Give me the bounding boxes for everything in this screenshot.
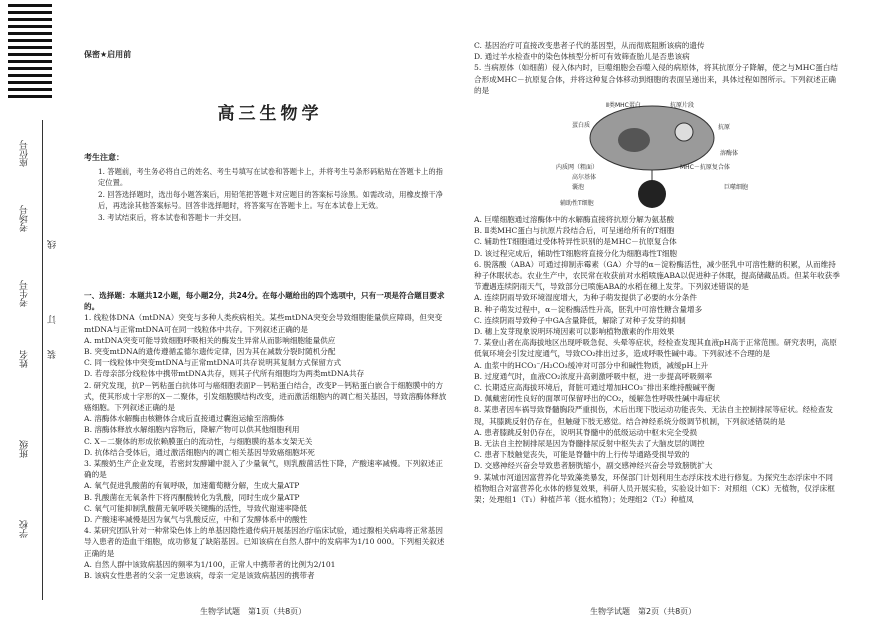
label-complex: MHC－抗原复合体: [680, 164, 730, 172]
strip-bar: [8, 18, 52, 21]
question-line: B. 该病女性患者的父亲一定患该病，母亲一定是该致病基因的携带者: [84, 571, 315, 581]
binding-mark-order: 订: [48, 315, 58, 324]
strip-bar: [8, 39, 52, 42]
candidate-no-label: 考生号: [20, 280, 30, 307]
question-line: A. 溶酶体水解酶由核糖体合成后直接通过囊泡运输至溶酶体: [84, 414, 285, 424]
question-line: B. 种子萌发过程中，α－淀粉酶活性升高，胚乳中可溶性糖含量增多: [474, 304, 703, 314]
label-protein: 蛋白质: [572, 122, 591, 130]
label-helper-t: 辅助性T细胞: [560, 200, 594, 208]
strip-bar: [8, 95, 52, 98]
question-line: B. 乳酸菌在无氧条件下将丙酮酸转化为乳酸，同时生成少量ATP: [84, 492, 300, 502]
notice-item: 1. 答题前，考生务必将自己的姓名、考生号填写在试卷和答题卡上，并将考生号条形码粘贴在答题卡上的指定位置。: [98, 167, 443, 188]
strip-bar: [8, 81, 52, 84]
label-golgi: 高尔基体: [572, 174, 597, 182]
strip-bar: [8, 60, 52, 63]
question-line: C. 基因治疗可直接改变患者子代的基因型，从而彻底阻断该病的遗传: [474, 41, 705, 50]
strip-bar: [8, 25, 52, 28]
question-line: D. 穗上发芽现象说明环境因素可以影响植物激素的作用效果: [474, 327, 675, 337]
bacterium-icon: [675, 123, 693, 141]
seat-label: 座位号: [20, 140, 30, 167]
question-line: D. 交感神经兴奋会导致患者膀胱缩小，副交感神经兴奋会导致膀胱扩大: [474, 461, 713, 471]
class-label: 班级: [20, 440, 30, 458]
room-label: 考场号: [20, 205, 30, 232]
strip-bar: [8, 67, 52, 70]
label-er: 内质网（粗面）: [556, 164, 599, 172]
strip-bar: [8, 32, 52, 35]
helper-t-cell: [638, 180, 666, 208]
label-antigen: 抗原: [718, 124, 731, 132]
macrophage-cell: [590, 106, 714, 170]
binding-mark-line: 线: [48, 240, 58, 249]
binding-line: [42, 120, 43, 600]
name-label: 姓名: [20, 350, 30, 368]
question-line: A. 氧气促进乳酸菌的有氧呼吸，加速葡萄糖分解，生成大量ATP: [84, 481, 300, 491]
question-line: B. 无法自主控制排尿是因为脊髓排尿反射中枢失去了大脑皮层的调控: [474, 439, 705, 449]
question-line: A. mtDNA突变可能导致细胞呼吸相关的酶发生异常从而影响细胞能量供应: [84, 335, 336, 345]
notice-heading: 考生注意：: [84, 153, 124, 162]
label-lysosome: 溶酶体: [720, 150, 739, 158]
question-line: A. 自然人群中该致病基因的频率为1/100，正常人中携带者的比例为2/101: [84, 559, 336, 569]
question-line: B. 突变mtDNA的遗传遵循孟德尔遗传定律，因为其在减数分裂时随机分配: [84, 347, 336, 357]
macrophage-diagram: [474, 98, 840, 212]
question-line: A. 巨噬细胞通过溶酶体中的水解酶直接将抗原分解为氨基酸: [474, 215, 675, 225]
question-line: 3. 某酸奶生产企业发现，若密封发酵罐中混入了少量氧气，则乳酸菌活性下降，产酸速率减慢。下列叙述正确的是: [84, 459, 443, 480]
nucleus: [618, 128, 650, 152]
question-line: 6. 脱落酸（ABA）可通过抑制赤霉素（GA）介导的α－淀粉酶活性，减少胚乳中可溶性糖的积累，从而维持种子休眠状态。农业生产中，农民常在收获前对水稻喷施ABA以促进种子休眠，提高储藏品质。但某年收获季节遭遇连续阴雨天气，导致部分已喷施ABA的水稻在穗上发芽。下列叙述错误的是: [474, 259, 840, 292]
question-line: B. 过度通气时，血液CO₂浓度升高刺激呼吸中枢，进一步提高呼吸频率: [474, 371, 713, 381]
footer-right: 生物学试题 第2页（共8页）: [590, 607, 697, 616]
label-antigen-fragment: 抗原片段: [670, 102, 695, 110]
question-line: B. 溶酶体释放水解细胞内容物后，降解产物可以供其他细胞利用: [84, 425, 300, 435]
question-line: C. 氧气可能抑制乳酸菌无氧呼吸关键酶的活性，导致代谢速率降低: [84, 503, 307, 513]
strip-bar: [8, 88, 52, 91]
question-line: B. Ⅱ类MHC蛋白与抗原片段结合后，可呈递给所有的T细胞: [474, 226, 675, 236]
section-heading: 一、选择题：本题共12小题，每小题2分，共24分。在每小题给出的四个选项中，只有一项是符合题目要求的。: [84, 291, 445, 312]
question-line: A. 连续阴雨导致环境湿度增大，为种子萌发提供了必要的水分条件: [474, 293, 697, 303]
left-column: [84, 290, 450, 581]
question-line: C. 长期适应高海拔环境后，肾脏可通过增加HCO₃⁻排出来维持酸碱平衡: [474, 383, 716, 393]
question-line: D. 若母亲部分线粒体中携带mtDNA共存，则其子代所有细胞均为两类mtDNA共存: [84, 369, 365, 379]
page-title: 高三生物学: [217, 104, 323, 124]
strip-bar: [8, 4, 52, 7]
binding-mark-bind: 装: [48, 350, 58, 359]
question-line: 4. 某研究团队针对一种常染色体上的单基因隐性遗传病开展基因治疗临床试验，通过腺相关病毒将正常基因导入患者的造血干细胞，成功修复了缺陷基因。已知该病在自然人群中的发病率为1/10 000。下列相关叙述正确的是: [84, 526, 445, 558]
question-line: A. 患者膝跳反射仍存在，说明其脊髓中的低级运动中枢未完全受损: [474, 427, 697, 437]
strip-bar: [8, 74, 52, 77]
question-line: C. 连续阴雨导致种子中GA含量降低，解除了对种子发芽的抑制: [474, 315, 686, 325]
label-vesicle: 囊泡: [572, 184, 585, 192]
question-line: 1. 线粒体DNA（mtDNA）突变与多种人类疾病相关。某些mtDNA突变会导致细胞能量供应障碍，但突变mtDNA与正常mtDNA可在同一线粒体中共存。下列叙述正确的是: [84, 313, 443, 334]
strip-bar: [8, 53, 52, 56]
label-mhc2: Ⅱ类MHC蛋白: [606, 102, 641, 110]
question-line: D. 通过羊水检查中的染色体核型分析可有效筛查胎儿是否患该病: [474, 52, 690, 62]
question-line: D. 抗体结合受体后，通过激活细胞内的凋亡相关基因导致癌细胞坏死: [84, 447, 315, 457]
secret-mark: 保密★启用前: [84, 50, 132, 59]
question-line: D. 该过程完成后，辅助性T细胞将直接分化为细胞毒性T细胞: [474, 248, 678, 258]
label-macrophage: 巨噬细胞: [724, 184, 749, 192]
question-line: D. 佩戴密闭性良好的面罩可保留呼出的CO₂，缓解急性呼吸性碱中毒症状: [474, 394, 720, 404]
notice-list: [98, 166, 443, 223]
question-line: 7. 某登山者在高海拔地区出现呼吸急促、头晕等症状，经检查发现其血液pH高于正常范围。研究表明，高原低氧环境会引发过度通气，导致CO₂排出过多，造成呼吸性碱中毒。下列叙述不合理的是: [474, 338, 837, 359]
right-column: [474, 40, 840, 505]
strip-bar: [8, 11, 52, 14]
question-line: 2. 研究发现，抗P－钙粘蛋白抗体可与癌细胞表面P－钙粘蛋白结合，改变P－钙粘蛋白嵌合于细胞膜中的方式，使其形成十字形的X－二聚体，引发细胞膜结构改变，进而激活细胞内的凋亡相关基因，导致溶酶体释放癌细胞。下列叙述正确的是: [84, 380, 447, 413]
question-line: C. 辅助性T细胞通过受体特异性识别的是MHC－抗原复合体: [474, 237, 677, 247]
strip-bar: [8, 46, 52, 49]
footer-left: 生物学试题 第1页（共8页）: [200, 607, 307, 616]
notice-item: 3. 考试结束后，将本试卷和答题卡一并交回。: [98, 212, 246, 222]
question-line: C. 患者下肢触觉丧失，可能是脊髓中的上行传导通路受损导致的: [474, 450, 690, 460]
binding-strip: [0, 0, 62, 630]
school-label: 学校: [20, 520, 30, 538]
question-line: A. 血浆中的HCO₃⁻/H₂CO₃缓冲对可部分中和碱性物质，减缓pH上升: [474, 360, 709, 370]
question-line: 9. 某城市河道因富营养化导致藻类暴发，环保部门计划利用生态浮床技术进行修复。为探究生态浮床中不同植物组合对富营养化水体的修复效果，科研人员开展实验，实验设计如下：对照组（CK）无植物，仅浮床框架；处理组1（T₁）种植芦苇（挺水植物）；处理组2（T₂）种植凤: [474, 472, 835, 505]
question-line: 5. 当病原体（如细菌）侵入体内时，巨噬细胞会吞噬入侵的病原体，将其抗原分子降解，使之与MHC蛋白结合形成MHC－抗原复合体，并将这种复合体移动到细胞的表面呈递出来，具体过程如图所示。下列叙述正确的是: [474, 63, 838, 95]
question-line: 8. 某患者因车祸导致脊髓胸段严重损伤，术后出现下肢运动功能丧失、无法自主控制排尿等症状。经检查发现，其膝跳反射仍存在，但触碰下肢无感觉。结合神经系统分级调节机制，下列叙述错误的是: [474, 405, 833, 426]
question-line: C. 同一线粒体中突变mtDNA与正常mtDNA可共存说明其复制方式保留方式: [84, 358, 342, 368]
macrophage-figure: [474, 98, 840, 212]
notice-item: 2. 回答选择题时，选出每小题答案后，用铅笔把答题卡对应题目的答案标号涂黑。如需改动，用橡皮擦干净后，再选涂其他答案标号。回答非选择题时，将答案写在答题卡上。写在本试卷上无效。: [98, 189, 443, 211]
question-line: C. X－二聚体的形成依赖膜蛋白的流动性，与细胞膜的基本支架无关: [84, 436, 313, 446]
question-line: D. 产酸速率减慢是因为氧气与乳酸反应，中和了发酵体系中的酸性: [84, 515, 308, 525]
